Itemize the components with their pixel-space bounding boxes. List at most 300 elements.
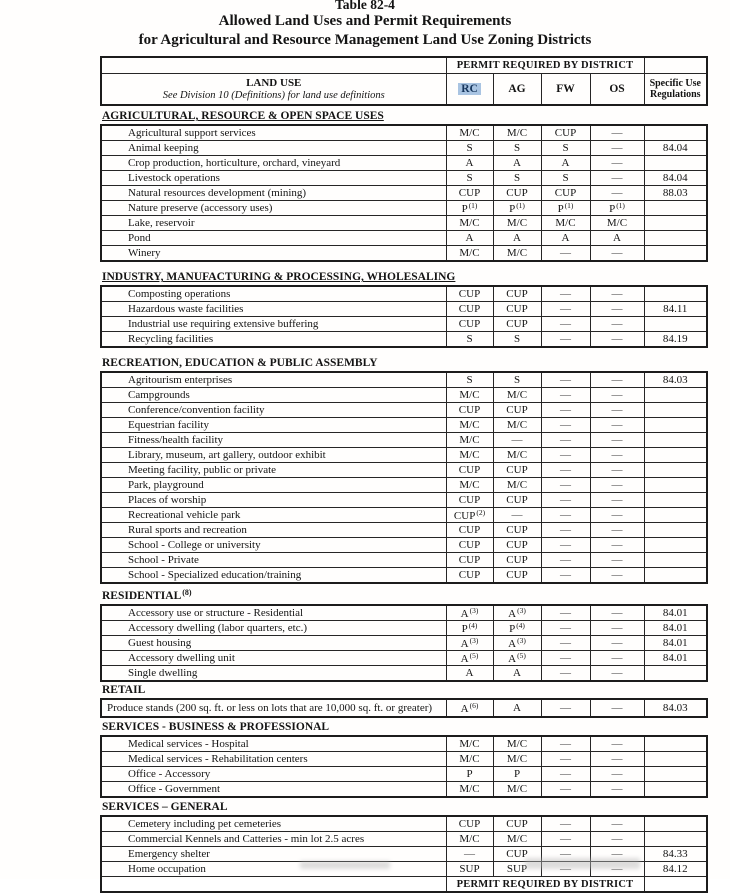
empty-cell bbox=[101, 57, 446, 74]
land-use-cell: Hazardous waste facilities bbox=[101, 302, 446, 317]
permit-cell: S bbox=[541, 171, 590, 186]
permit-cell: CUP bbox=[446, 568, 493, 584]
permit-cell: — bbox=[541, 782, 590, 798]
regulation-cell bbox=[644, 125, 707, 141]
permit-cell: — bbox=[541, 736, 590, 752]
land-use-row bbox=[101, 493, 707, 508]
specific-use-line1: Specific Use bbox=[649, 78, 701, 89]
regulation-cell: 84.01 bbox=[644, 636, 707, 651]
permit-cell: P bbox=[446, 767, 493, 782]
land-use-cell: Crop production, horticulture, orchard, vineyard bbox=[101, 156, 446, 171]
permit-cell: A bbox=[541, 156, 590, 171]
regulation-cell: 84.01 bbox=[644, 605, 707, 621]
regulation-cell bbox=[644, 286, 707, 302]
permit-cell: M/C bbox=[446, 125, 493, 141]
permit-cell: — bbox=[541, 523, 590, 538]
permit-cell: M/C bbox=[446, 832, 493, 847]
permit-cell: CUP bbox=[493, 302, 541, 317]
permit-cell: — bbox=[541, 508, 590, 523]
permit-cell: — bbox=[493, 433, 541, 448]
land-use-row bbox=[101, 736, 707, 752]
land-use-cell: Accessory dwelling unit bbox=[101, 651, 446, 666]
regulation-cell bbox=[644, 832, 707, 847]
regulation-cell bbox=[644, 508, 707, 523]
permit-cell: M/C bbox=[493, 448, 541, 463]
permit-cell: A bbox=[446, 156, 493, 171]
permit-cell: — bbox=[590, 553, 644, 568]
land-use-row bbox=[101, 636, 707, 651]
permit-cell: — bbox=[590, 388, 644, 403]
land-use-row bbox=[101, 171, 707, 186]
permit-cell: S bbox=[446, 372, 493, 388]
scan-artifact bbox=[525, 858, 640, 869]
permit-cell: M/C bbox=[446, 418, 493, 433]
regulation-cell: 84.12 bbox=[644, 862, 707, 877]
permit-cell: $P^{(4)}$ bbox=[493, 621, 541, 636]
permit-cell: $P^{(1)}$ bbox=[446, 201, 493, 216]
permit-cell: $A^{(3)}$ bbox=[446, 636, 493, 651]
permit-cell: — bbox=[541, 816, 590, 832]
permit-cell: — bbox=[590, 286, 644, 302]
section-title: RECREATION, EDUCATION & PUBLIC ASSEMBLY bbox=[102, 357, 378, 369]
regulation-cell: 84.04 bbox=[644, 141, 707, 156]
land-use-row bbox=[101, 433, 707, 448]
regulation-cell: 84.04 bbox=[644, 171, 707, 186]
district-header-ag: AG bbox=[493, 74, 541, 106]
permit-cell: — bbox=[541, 372, 590, 388]
permit-cell: — bbox=[541, 448, 590, 463]
permit-cell: — bbox=[590, 523, 644, 538]
land-use-cell: Medical services - Hospital bbox=[101, 736, 446, 752]
permit-cell: — bbox=[541, 246, 590, 262]
regulation-cell bbox=[644, 216, 707, 231]
permit-cell: M/C bbox=[493, 478, 541, 493]
land-use-row bbox=[101, 448, 707, 463]
land-use-row bbox=[101, 201, 707, 216]
permit-cell: S bbox=[446, 171, 493, 186]
scan-artifact bbox=[300, 861, 390, 869]
permit-cell: M/C bbox=[446, 216, 493, 231]
regulation-cell bbox=[644, 752, 707, 767]
land-use-row bbox=[101, 332, 707, 348]
permit-cell: — bbox=[590, 666, 644, 682]
regulation-cell bbox=[644, 388, 707, 403]
regulation-cell bbox=[644, 523, 707, 538]
regulation-cell: 84.03 bbox=[644, 372, 707, 388]
permit-cell: M/C bbox=[493, 418, 541, 433]
land-use-row bbox=[101, 186, 707, 201]
section-title: RESIDENTIAL$^{(8)}$ bbox=[102, 588, 192, 602]
permit-cell: A bbox=[493, 231, 541, 246]
land-use-header-subtitle: See Division 10 (Definitions) for land use definitions bbox=[162, 89, 385, 101]
permit-cell: — bbox=[541, 302, 590, 317]
land-use-row bbox=[101, 231, 707, 246]
permit-cell: — bbox=[590, 862, 644, 877]
permit-cell: — bbox=[590, 463, 644, 478]
land-use-cell: Medical services - Rehabilitation centers bbox=[101, 752, 446, 767]
permit-cell: — bbox=[590, 317, 644, 332]
permit-cell: — bbox=[590, 651, 644, 666]
permit-cell: — bbox=[590, 568, 644, 584]
permit-cell: CUP bbox=[493, 538, 541, 553]
permit-cell: CUP bbox=[446, 553, 493, 568]
land-use-row bbox=[101, 403, 707, 418]
regulation-cell bbox=[644, 418, 707, 433]
land-use-row bbox=[101, 699, 707, 717]
regulation-cell bbox=[644, 478, 707, 493]
permit-cell: SUP bbox=[446, 862, 493, 877]
land-use-cell: Animal keeping bbox=[101, 141, 446, 156]
permit-cell: M/C bbox=[446, 782, 493, 798]
land-use-row bbox=[101, 302, 707, 317]
permit-cell: $A^{(3)}$ bbox=[493, 605, 541, 621]
specific-use-regulations-header bbox=[644, 74, 707, 106]
permit-cell: CUP bbox=[446, 286, 493, 302]
regulation-cell bbox=[644, 156, 707, 171]
permit-cell: — bbox=[541, 568, 590, 584]
permit-cell: — bbox=[590, 372, 644, 388]
land-use-cell: Industrial use requiring extensive buffering bbox=[101, 317, 446, 332]
land-use-header bbox=[101, 74, 446, 106]
land-use-row bbox=[101, 388, 707, 403]
land-use-row bbox=[101, 286, 707, 302]
permit-cell: — bbox=[541, 403, 590, 418]
repeat-header-row bbox=[101, 877, 707, 893]
permit-cell: $A^{(3)}$ bbox=[446, 605, 493, 621]
regulation-cell bbox=[644, 433, 707, 448]
land-use-cell: Fitness/health facility bbox=[101, 433, 446, 448]
land-use-cell: Livestock operations bbox=[101, 171, 446, 186]
land-use-cell: Single dwelling bbox=[101, 666, 446, 682]
permit-cell: $P^{(1)}$ bbox=[493, 201, 541, 216]
permit-cell: — bbox=[590, 156, 644, 171]
regulation-cell bbox=[644, 538, 707, 553]
permit-cell: — bbox=[590, 636, 644, 651]
district-header-os: OS bbox=[590, 74, 644, 106]
land-use-cell: Winery bbox=[101, 246, 446, 262]
permit-cell: — bbox=[590, 752, 644, 767]
land-use-cell: Places of worship bbox=[101, 493, 446, 508]
permit-cell: — bbox=[590, 621, 644, 636]
permit-cell: CUP bbox=[446, 463, 493, 478]
land-use-cell: Agricultural support services bbox=[101, 125, 446, 141]
permit-cell: M/C bbox=[541, 216, 590, 231]
land-use-row bbox=[101, 463, 707, 478]
land-use-cell: Office - Accessory bbox=[101, 767, 446, 782]
permit-cell: — bbox=[590, 605, 644, 621]
permit-cell: S bbox=[446, 332, 493, 348]
land-use-row bbox=[101, 832, 707, 847]
permit-cell: $P^{(4)}$ bbox=[446, 621, 493, 636]
permit-cell: S bbox=[541, 141, 590, 156]
section-block bbox=[100, 698, 708, 718]
land-use-row bbox=[101, 767, 707, 782]
permit-cell: CUP bbox=[446, 816, 493, 832]
permit-cell: M/C bbox=[590, 216, 644, 231]
land-use-cell: Meeting facility, public or private bbox=[101, 463, 446, 478]
permit-cell: A bbox=[493, 156, 541, 171]
land-use-header-title: LAND USE bbox=[246, 76, 302, 89]
land-use-cell: Composting operations bbox=[101, 286, 446, 302]
permit-cell: CUP bbox=[493, 186, 541, 201]
regulation-cell: 84.19 bbox=[644, 332, 707, 348]
permit-cell: — bbox=[590, 478, 644, 493]
permit-cell: — bbox=[493, 508, 541, 523]
permit-cell: — bbox=[541, 699, 590, 717]
permit-cell: A bbox=[493, 699, 541, 717]
regulation-cell: 88.03 bbox=[644, 186, 707, 201]
land-use-cell: Conference/convention facility bbox=[101, 403, 446, 418]
regulation-cell bbox=[644, 736, 707, 752]
land-use-row bbox=[101, 141, 707, 156]
permit-cell: — bbox=[541, 538, 590, 553]
regulation-cell bbox=[644, 553, 707, 568]
district-header-fw: FW bbox=[541, 74, 590, 106]
permit-cell: CUP bbox=[493, 317, 541, 332]
permit-cell: — bbox=[590, 246, 644, 262]
permit-cell: M/C bbox=[446, 246, 493, 262]
permit-cell: — bbox=[541, 636, 590, 651]
permit-cell: — bbox=[590, 418, 644, 433]
regulation-cell: 84.01 bbox=[644, 621, 707, 636]
permit-cell: M/C bbox=[493, 246, 541, 262]
land-use-cell: School - Private bbox=[101, 553, 446, 568]
permit-cell: P bbox=[493, 767, 541, 782]
permit-cell: — bbox=[446, 847, 493, 862]
permit-cell: CUP bbox=[493, 553, 541, 568]
permit-cell: S bbox=[493, 141, 541, 156]
permit-cell: — bbox=[590, 186, 644, 201]
permit-cell: M/C bbox=[446, 752, 493, 767]
land-use-cell: School - College or university bbox=[101, 538, 446, 553]
land-use-cell: Library, museum, art gallery, outdoor exhibit bbox=[101, 448, 446, 463]
permit-cell: CUP bbox=[493, 463, 541, 478]
banner-row bbox=[101, 57, 707, 74]
permit-cell: A bbox=[590, 231, 644, 246]
permit-cell: — bbox=[541, 332, 590, 348]
land-use-cell: Accessory use or structure - Residential bbox=[101, 605, 446, 621]
permit-cell: — bbox=[541, 388, 590, 403]
permit-cell: — bbox=[541, 605, 590, 621]
permit-required-banner: PERMIT REQUIRED BY DISTRICT bbox=[446, 877, 644, 893]
permit-cell: — bbox=[541, 767, 590, 782]
regulation-cell bbox=[644, 448, 707, 463]
land-use-cell: Produce stands (200 sq. ft. or less on lots that are 10,000 sq. ft. or greater) bbox=[101, 699, 446, 717]
permit-cell: CUP bbox=[493, 568, 541, 584]
permit-cell: CUP bbox=[446, 493, 493, 508]
regulation-cell bbox=[644, 403, 707, 418]
permit-cell: — bbox=[590, 816, 644, 832]
regulation-cell bbox=[644, 201, 707, 216]
permit-cell: — bbox=[541, 493, 590, 508]
land-use-row bbox=[101, 156, 707, 171]
permit-cell: CUP bbox=[493, 493, 541, 508]
regulation-cell bbox=[644, 231, 707, 246]
permit-cell: M/C bbox=[446, 388, 493, 403]
document-title bbox=[0, 0, 730, 50]
permit-cell: M/C bbox=[446, 448, 493, 463]
permit-cell: S bbox=[493, 332, 541, 348]
section-block bbox=[100, 371, 708, 584]
permit-cell: M/C bbox=[493, 736, 541, 752]
permit-cell: M/C bbox=[493, 125, 541, 141]
permit-cell: — bbox=[590, 403, 644, 418]
permit-cell: — bbox=[541, 666, 590, 682]
regulation-cell bbox=[644, 767, 707, 782]
permit-cell: S bbox=[493, 171, 541, 186]
permit-cell: — bbox=[541, 847, 590, 862]
permit-cell: S bbox=[493, 372, 541, 388]
land-use-row bbox=[101, 568, 707, 584]
permit-cell: CUP$^{(2)}$ bbox=[446, 508, 493, 523]
permit-cell: CUP bbox=[446, 186, 493, 201]
permit-cell: $A^{(5)}$ bbox=[446, 651, 493, 666]
permit-cell: M/C bbox=[446, 478, 493, 493]
permit-cell: — bbox=[590, 332, 644, 348]
permit-cell: — bbox=[541, 553, 590, 568]
permit-cell: — bbox=[541, 832, 590, 847]
permit-cell: — bbox=[541, 286, 590, 302]
permit-cell: CUP bbox=[446, 317, 493, 332]
permit-cell: CUP bbox=[493, 286, 541, 302]
permit-cell: M/C bbox=[446, 736, 493, 752]
land-use-cell: School - Specialized education/training bbox=[101, 568, 446, 584]
permit-cell: CUP bbox=[493, 847, 541, 862]
permit-cell: M/C bbox=[446, 433, 493, 448]
permit-cell: A bbox=[493, 666, 541, 682]
section-title: SERVICES – GENERAL bbox=[102, 801, 228, 813]
land-use-row bbox=[101, 752, 707, 767]
permit-cell: A bbox=[541, 231, 590, 246]
permit-cell: — bbox=[590, 125, 644, 141]
title-line-2: Allowed Land Uses and Permit Requirements bbox=[218, 13, 512, 29]
permit-cell: — bbox=[541, 651, 590, 666]
empty-cell bbox=[644, 877, 707, 893]
permit-cell: — bbox=[541, 621, 590, 636]
regulation-cell bbox=[644, 463, 707, 478]
land-use-cell: Equestrian facility bbox=[101, 418, 446, 433]
permit-cell: — bbox=[590, 302, 644, 317]
land-use-row bbox=[101, 666, 707, 682]
regulation-cell bbox=[644, 816, 707, 832]
permit-cell: $A^{(5)}$ bbox=[493, 651, 541, 666]
permit-cell: M/C bbox=[493, 216, 541, 231]
permit-cell: CUP bbox=[493, 403, 541, 418]
regulation-cell bbox=[644, 317, 707, 332]
land-use-cell: Campgrounds bbox=[101, 388, 446, 403]
regulation-cell bbox=[644, 782, 707, 798]
permit-cell: — bbox=[541, 862, 590, 877]
regulation-cell: 84.03 bbox=[644, 699, 707, 717]
land-use-row bbox=[101, 621, 707, 636]
district-header-rc bbox=[446, 74, 493, 106]
permit-cell: — bbox=[541, 463, 590, 478]
land-use-row bbox=[101, 125, 707, 141]
permit-cell: M/C bbox=[493, 388, 541, 403]
permit-cell: — bbox=[590, 433, 644, 448]
permit-cell: — bbox=[590, 171, 644, 186]
permit-cell: M/C bbox=[493, 832, 541, 847]
permit-cell: CUP bbox=[541, 186, 590, 201]
regulation-cell bbox=[644, 666, 707, 682]
land-use-cell: Guest housing bbox=[101, 636, 446, 651]
permit-cell: CUP bbox=[541, 125, 590, 141]
section-block bbox=[100, 285, 708, 348]
land-use-cell: Accessory dwelling (labor quarters, etc.) bbox=[101, 621, 446, 636]
rc-selection-highlight: RC bbox=[458, 83, 481, 95]
table-number: Table 82-4 bbox=[335, 0, 395, 12]
land-use-cell: Commercial Kennels and Catteries - min lot 2.5 acres bbox=[101, 832, 446, 847]
permit-cell: — bbox=[541, 418, 590, 433]
section-title: RETAIL bbox=[102, 684, 146, 696]
land-use-cell: Cemetery including pet cemeteries bbox=[101, 816, 446, 832]
land-use-row bbox=[101, 553, 707, 568]
table-sections bbox=[100, 110, 708, 893]
land-use-row bbox=[101, 782, 707, 798]
permit-cell: — bbox=[541, 317, 590, 332]
permit-cell: $A^{(6)}$ bbox=[446, 699, 493, 717]
land-use-cell: Office - Government bbox=[101, 782, 446, 798]
permit-cell: CUP bbox=[446, 403, 493, 418]
permit-cell: M/C bbox=[493, 752, 541, 767]
column-header-row bbox=[101, 74, 707, 106]
permit-cell: — bbox=[590, 538, 644, 553]
land-use-row bbox=[101, 816, 707, 832]
permit-cell: M/C bbox=[493, 782, 541, 798]
land-use-row bbox=[101, 246, 707, 262]
land-use-table bbox=[100, 56, 708, 893]
permit-cell: $A^{(3)}$ bbox=[493, 636, 541, 651]
land-use-cell: Park, playground bbox=[101, 478, 446, 493]
land-use-cell: Emergency shelter bbox=[101, 847, 446, 862]
permit-cell: — bbox=[541, 433, 590, 448]
permit-cell: CUP bbox=[446, 302, 493, 317]
regulation-cell bbox=[644, 493, 707, 508]
empty-cell bbox=[644, 57, 707, 74]
permit-cell: $P^{(1)}$ bbox=[541, 201, 590, 216]
land-use-cell: Home occupation bbox=[101, 862, 446, 877]
land-use-row bbox=[101, 216, 707, 231]
permit-cell: A bbox=[446, 666, 493, 682]
permit-cell: — bbox=[541, 478, 590, 493]
permit-cell: — bbox=[590, 767, 644, 782]
permit-cell: SUP bbox=[493, 862, 541, 877]
land-use-cell: Natural resources development (mining) bbox=[101, 186, 446, 201]
permit-table-header bbox=[100, 56, 708, 106]
permit-cell: — bbox=[590, 699, 644, 717]
land-use-row bbox=[101, 508, 707, 523]
specific-use-line2: Regulations bbox=[649, 89, 701, 100]
land-use-cell: Recycling facilities bbox=[101, 332, 446, 348]
land-use-row bbox=[101, 418, 707, 433]
permit-cell: CUP bbox=[446, 523, 493, 538]
land-use-cell: Lake, reservoir bbox=[101, 216, 446, 231]
section-title: SERVICES - BUSINESS & PROFESSIONAL bbox=[102, 721, 330, 733]
section-block bbox=[100, 735, 708, 798]
permit-cell: — bbox=[590, 448, 644, 463]
permit-cell: CUP bbox=[446, 538, 493, 553]
land-use-row bbox=[101, 538, 707, 553]
section-block bbox=[100, 815, 708, 893]
land-use-cell: Recreational vehicle park bbox=[101, 508, 446, 523]
land-use-row bbox=[101, 651, 707, 666]
regulation-cell: 84.11 bbox=[644, 302, 707, 317]
section-title: INDUSTRY, MANUFACTURING & PROCESSING, WHOLESALING bbox=[102, 271, 456, 283]
regulation-cell bbox=[644, 568, 707, 584]
permit-cell: CUP bbox=[493, 523, 541, 538]
land-use-row bbox=[101, 523, 707, 538]
land-use-row bbox=[101, 372, 707, 388]
